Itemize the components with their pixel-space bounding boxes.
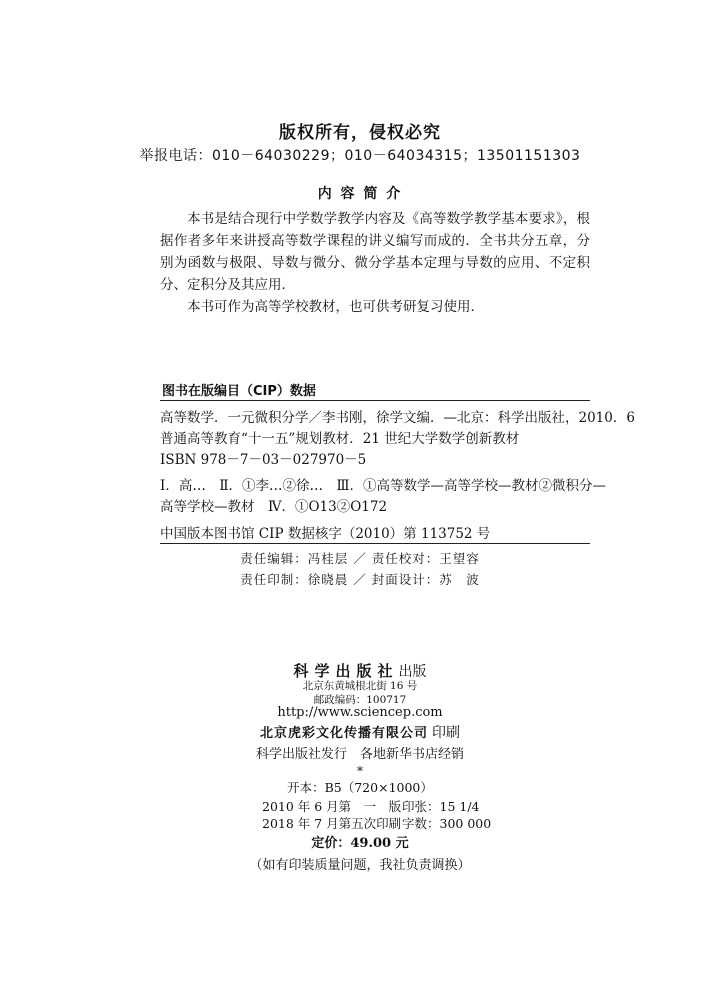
credit-separator: ／ (353, 572, 367, 587)
cip-line-4: Ⅰ．高… Ⅱ．①李…②徐… Ⅲ．①高等数学—高等学校—教材②微积分— (160, 478, 607, 494)
spec-star: * (357, 764, 363, 778)
cip-line-5: 高等学校—教材 Ⅳ．①O13②O172 (160, 499, 388, 515)
spec-row-2 (262, 814, 491, 832)
cip-line-2: 普通高等教育“十一五”规划教材．21 世纪大学数学创新教材 (160, 431, 520, 447)
spec-format: 开本：B5（720×1000） (287, 780, 433, 795)
cip-top-rule (160, 400, 590, 401)
credit-separator: ／ (353, 551, 367, 566)
spec-word-count: 字数：300 000 (402, 816, 492, 831)
credit-editor: 责任编辑：冯桂层 (240, 551, 349, 566)
printer-line (0, 722, 720, 742)
cip-line-1: 高等数学．一元微积分学／李书刚，徐学文编．—北京：科学出版社，2010．6 (160, 410, 635, 426)
spec-row-1 (262, 797, 480, 815)
spec-notice: （如有印装质量问题，我社负责调换） (249, 858, 471, 873)
spec-sheets: 印张：15 1/4 (402, 799, 480, 814)
intro-heading: 内 容 简 介 (317, 186, 403, 202)
cip-record: 中国版本图书馆 CIP 数据核字（2010）第 113752 号 (160, 526, 491, 542)
cip-isbn: ISBN 978－7－03－027970－5 (160, 452, 367, 468)
credits-row-1 (0, 549, 720, 567)
spec-edition: 2010 年 6 月第 一 版 (262, 799, 402, 814)
report-phone: 举报电话：010－64030229；010－64034315；13501151303 (139, 148, 581, 164)
spec-printing: 2018 年 7 月第五次印刷 (262, 816, 402, 831)
publisher-suffix: 出版 (398, 664, 427, 680)
printer-name: 北京虎彩文化传播有限公司 (259, 726, 428, 741)
credits-row-2 (0, 570, 720, 588)
credit-printing: 责任印制：徐晓晨 (240, 572, 349, 587)
spec-price: 定价：49.00 元 (311, 836, 409, 851)
intro-paragraph-1: 本书是结合现行中学数学教学内容及《高等数学教学基本要求》，根据作者多年来讲授高等数学课程的讲义编写而成的．全书共分五章，分别为函数与极限、导数与微分、微分学基本定理与导数的应用、不定积分、定积分及其应用． (160, 211, 590, 293)
publisher-name: 科学出版社 (293, 662, 399, 680)
copyright-title: 版权所有，侵权必究 (279, 123, 441, 143)
cip-bottom-rule (160, 543, 590, 544)
distribution: 科学出版社发行 各地新华书店经销 (255, 747, 464, 762)
credit-cover-design: 封面设计：苏 波 (371, 572, 480, 587)
credit-proofreader: 责任校对：王望容 (371, 551, 480, 566)
publisher-postcode: 邮政编码：100717 (313, 694, 407, 706)
publisher-url: http://www.sciencep.com (277, 705, 443, 720)
printer-suffix: 印刷 (432, 725, 460, 741)
cip-heading: 图书在版编目（CIP）数据 (162, 384, 316, 399)
intro-paragraph-2: 本书可作为高等学校教材，也可供考研复习使用． (187, 299, 484, 315)
publisher-address: 北京东黄城根北街 16 号 (302, 680, 418, 692)
